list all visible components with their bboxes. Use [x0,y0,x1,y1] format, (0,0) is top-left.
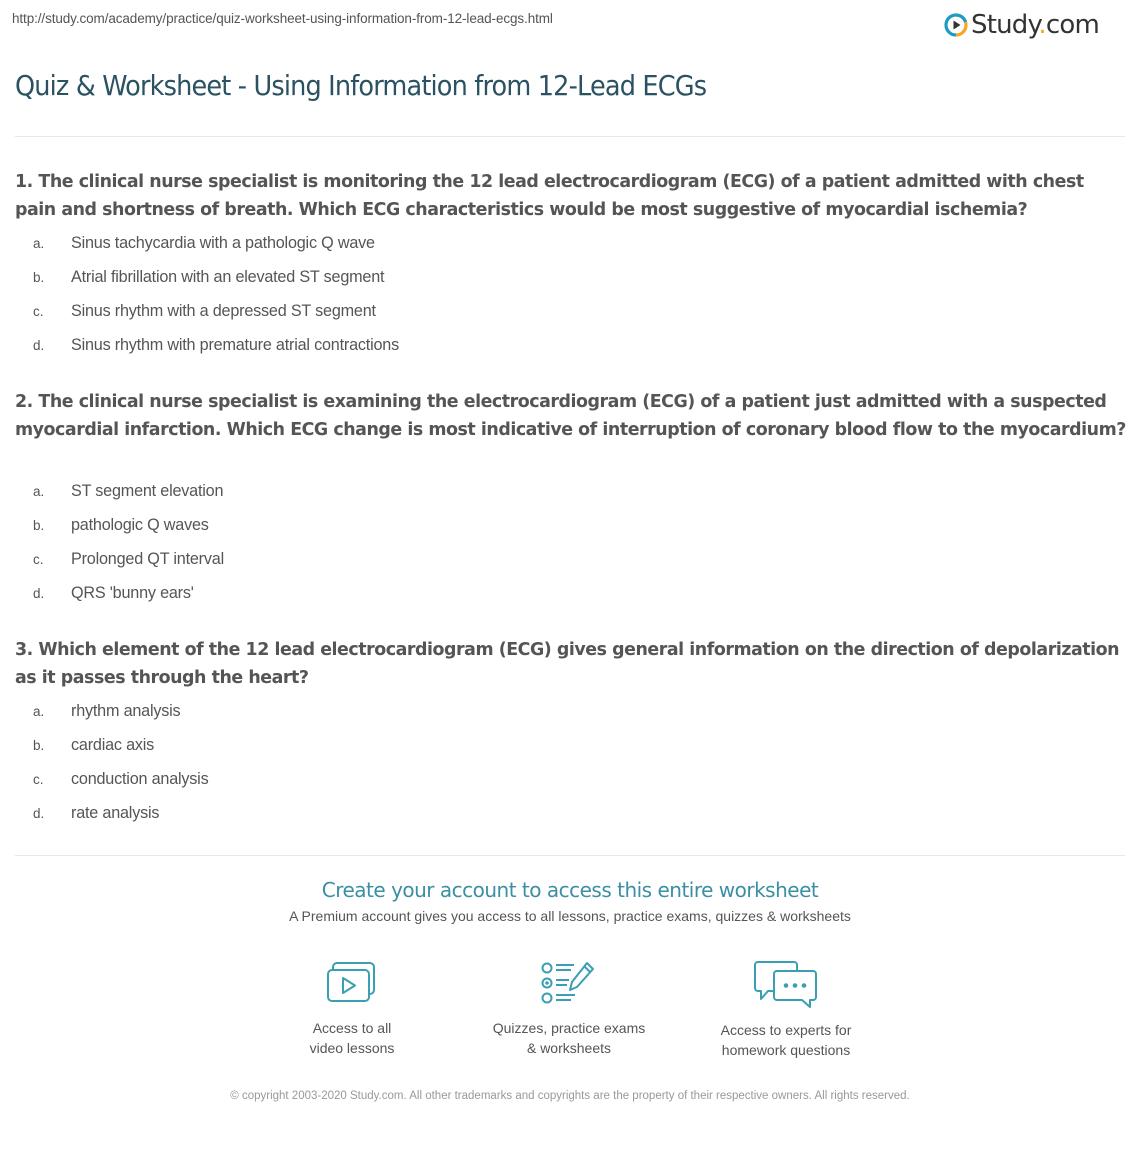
answer-letter: d. [33,585,45,601]
answer-letter: c. [33,303,44,319]
answer-text: ST segment elevation [71,481,224,500]
question-2: 2. The clinical nurse specialist is examining the electrocardiogram (ECG) of a patient just admitted with a suspected myocardial infarction. Which ECG change is most indicative of interruption of coronary blood flow to the myocardium? [15,392,1126,440]
answer-letter: c. [33,551,44,567]
feature-line-2: & worksheets [526,1040,612,1056]
feature-line-2: homework questions [721,1042,851,1058]
video-lessons-icon [326,960,378,1006]
logo-text: Study.com [971,10,1099,40]
answer-letter: a. [33,703,45,719]
answer-text: rhythm analysis [71,701,181,720]
quiz-checklist-icon [541,960,597,1006]
answer-letter: d. [33,337,45,353]
answer-text: pathologic Q waves [71,515,209,534]
feature-line-1: Access to all [312,1020,392,1036]
answer-letter: b. [33,517,45,533]
answer-text: Atrial fibrillation with an elevated ST segment [71,267,385,286]
question-1: 1. The clinical nurse specialist is monitoring the 12 lead electrocardiogram (ECG) of a patient admitted with chest pain and shortness of breath. Which ECG characteristics would be most suggestive of myocardial ischemia? [15,172,1084,220]
feature-line-2: video lessons [309,1040,395,1056]
answer-letter: b. [33,737,45,753]
answer-text: conduction analysis [71,769,209,788]
title-divider [15,136,1125,137]
feature-video-lessons [252,960,452,1058]
answer-text: rate analysis [71,803,160,822]
feature-quizzes [469,960,669,1058]
feature-line-1: Access to experts for [720,1022,852,1038]
copyright-notice: © copyright 2003-2020 Study.com. All other trademarks and copyrights are the property of their respective owners. All rights reserved. [230,1090,910,1102]
page-title: Quiz & Worksheet - Using Information from 12-Lead ECGs [15,70,707,102]
answer-letter: a. [33,483,45,499]
answer-text: Sinus rhythm with premature atrial contractions [71,335,399,354]
answer-letter: d. [33,805,45,821]
answer-text: cardiac axis [71,735,155,754]
study-com-logo[interactable] [944,9,1099,41]
answer-letter: b. [33,269,45,285]
chat-bubbles-icon [754,960,818,1008]
content-divider [15,855,1125,856]
play-circle-icon [944,13,968,37]
answer-letter: c. [33,771,44,787]
page-url: http://study.com/academy/practice/quiz-worksheet-using-information-from-12-lead-ecgs.html [12,11,553,26]
feature-experts [686,960,886,1060]
question-3: 3. Which element of the 12 lead electrocardiogram (ECG) gives general information on the direction of depolarization as it passes through the heart? [15,640,1120,688]
create-account-link[interactable]: Create your account to access this entire worksheet [321,878,819,902]
answer-text: Sinus rhythm with a depressed ST segment [71,301,376,320]
answer-text: QRS 'bunny ears' [71,583,194,602]
premium-description: A Premium account gives you access to all lessons, practice exams, quizzes & worksheets [289,908,851,924]
feature-line-1: Quizzes, practice exams [492,1020,646,1036]
answer-text: Sinus tachycardia with a pathologic Q wave [71,233,375,252]
answer-letter: a. [33,235,45,251]
answer-text: Prolonged QT interval [71,549,224,568]
